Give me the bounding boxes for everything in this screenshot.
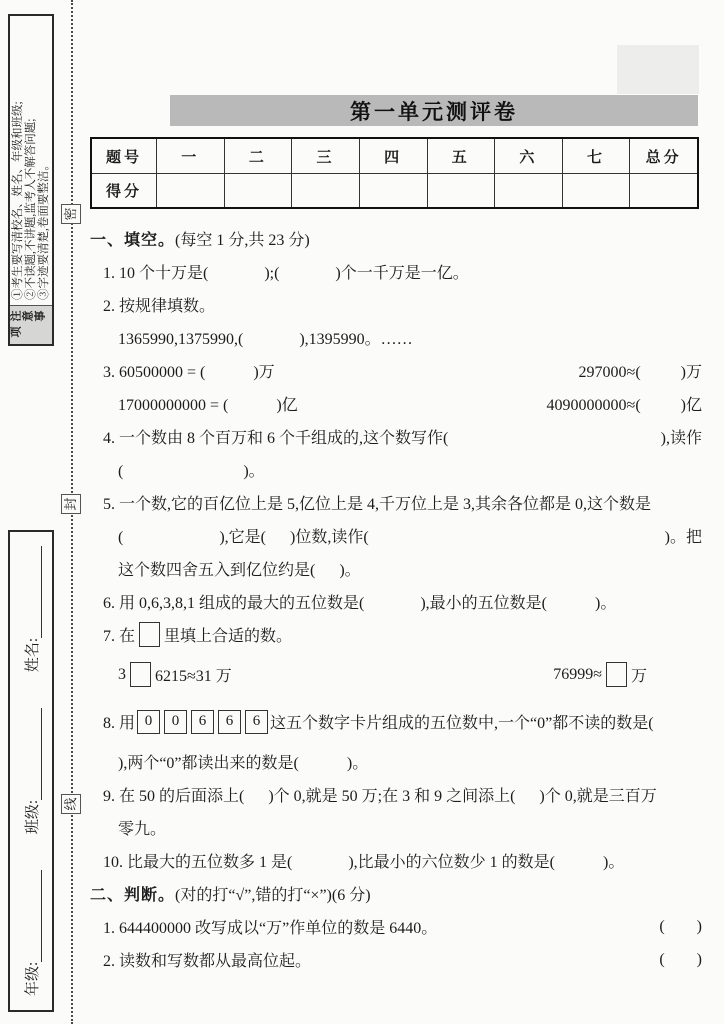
digit-card-6: 6 [191, 710, 214, 734]
notice-item-2: ②不读题,不讲题,监考人不解答问题; [25, 118, 37, 300]
score-header-3: 三 [291, 139, 359, 173]
score-cell-empty [224, 173, 292, 207]
question-5-line-1: 5. 一个数,它的百亿位上是 5,亿位上是 4,千万位上是 3,其余各位都是 0,这个数是 [103, 496, 652, 513]
question-10: 10. 比最大的五位数多 1 是( ),比最小的六位数少 1 的数是( )。 [103, 854, 625, 871]
question-2-sequence: 1365990,1375990,( ),1395990。…… [118, 331, 413, 348]
section-1-heading [90, 222, 702, 255]
score-row-label: 得分 [92, 173, 156, 207]
question-7-exercise [90, 651, 702, 698]
judge-blank-1: ( ) [659, 917, 702, 935]
score-header-4: 四 [359, 139, 427, 173]
question-8: 8. 用 0 0 6 6 6 这五个数字卡片组成的五位数中,一个“0”都不读的数是( [90, 698, 702, 745]
score-cell-empty [359, 173, 427, 207]
scan-artifact [617, 45, 699, 94]
notice-label: 注意事项 [10, 305, 52, 344]
fill-box-wan [606, 662, 627, 687]
exam-notice-rotated-content [10, 16, 52, 344]
question-3-line-2: 17000000000 = ( )亿 4090000000≈( )亿 [118, 397, 702, 414]
score-cell-empty [427, 173, 495, 207]
digit-card-6b: 6 [218, 710, 241, 734]
digit-card-0b: 0 [164, 710, 187, 734]
score-cell-empty [562, 173, 630, 207]
score-header-6: 六 [494, 139, 562, 173]
question-7-right-expression: 76999≈ 万 [553, 662, 647, 687]
grade-blank-line [25, 870, 42, 962]
score-cell-empty [494, 173, 562, 207]
question-5-line-3: 这个数四舍五入到亿位约是( )。 [118, 562, 361, 579]
class-label: 班级: [24, 799, 41, 835]
seal-char-mi: 密 [61, 204, 81, 224]
section-1-title: 一、填空。 [90, 232, 176, 249]
question-2: 2. 按规律填数。 [103, 298, 216, 315]
questions-area [90, 222, 702, 976]
question-9-line-1: 9. 在 50 的后面添上( )个 0,就是 50 万;在 3 和 9 之间添上( )个 0,就是三百万 [103, 788, 657, 805]
question-4-line-2: ( )。 [118, 463, 265, 480]
section-2-note: (对的打“√”,错的打“×”)(6 分) [175, 887, 371, 904]
score-header-1: 一 [156, 139, 224, 173]
seal-char-xian: 线 [61, 794, 81, 814]
question-9-line-2: 零九。 [118, 821, 167, 838]
question-7-left-expression: 3 6215≈31 万 [118, 662, 232, 687]
section-2-heading [90, 877, 702, 910]
page-title-banner [170, 95, 698, 126]
class-field [21, 708, 42, 834]
grade-field [21, 870, 42, 996]
digit-card-0: 0 [137, 710, 160, 734]
name-field [21, 546, 42, 672]
grade-label: 年级: [24, 961, 41, 996]
score-header-tihao: 题号 [105, 148, 142, 166]
judge-question-2: 2. 读数和写数都从最高位起。 ( ) [103, 950, 702, 970]
student-info-box [8, 530, 54, 1012]
score-header-2: 二 [224, 139, 292, 173]
score-cell-empty [291, 173, 359, 207]
section-2-title: 二、判断。 [90, 887, 176, 904]
score-table [90, 137, 699, 209]
question-5-line-2: ( ),它是( )位数,读作( )。把 [118, 529, 702, 546]
score-header-5: 五 [427, 139, 495, 173]
notice-item-3: ③字迹要清楚,卷面要整洁。 [38, 159, 50, 300]
digit-card-6c: 6 [245, 710, 268, 734]
question-4-line-1: 4. 一个数由 8 个百万和 6 个千组成的,这个数写作( ),读作 [103, 430, 702, 447]
judge-question-1: 1. 644400000 改写成以“万”作单位的数是 6440。 ( ) [103, 917, 702, 937]
class-blank-line [25, 708, 42, 800]
notice-item-1: ①考生要写清校名、姓名、年级和班级; [12, 101, 24, 300]
student-info-rotated-content [10, 532, 52, 1010]
seal-char-feng: 封 [61, 494, 81, 514]
section-1-note: (每空 1 分,共 23 分) [175, 232, 310, 249]
question-8-line-2: ),两个“0”都读出来的数是( )。 [118, 755, 369, 772]
exam-notice-box [8, 14, 54, 346]
page-title: 第一单元测评卷 [350, 100, 518, 124]
score-cell-empty [629, 173, 697, 207]
question-7: 7. 在 里填上合适的数。 [90, 618, 702, 651]
question-6: 6. 用 0,6,3,8,1 组成的最大的五位数是( ),最小的五位数是( )。 [103, 595, 617, 612]
question-1: 1. 10 个十万是( );( )个一千万是一亿。 [103, 265, 469, 282]
score-header-7: 七 [562, 139, 630, 173]
score-cell-empty [156, 173, 224, 207]
fill-box-empty [139, 622, 160, 647]
notice-items [10, 16, 52, 305]
question-3-line-1: 3. 60500000 = ( )万 297000≈( )万 [103, 364, 702, 381]
fill-box-digit [130, 662, 151, 687]
score-header-total: 总分 [629, 139, 697, 173]
judge-blank-2: ( ) [659, 950, 702, 968]
name-blank-line [25, 546, 42, 638]
name-label: 姓名: [24, 638, 41, 673]
